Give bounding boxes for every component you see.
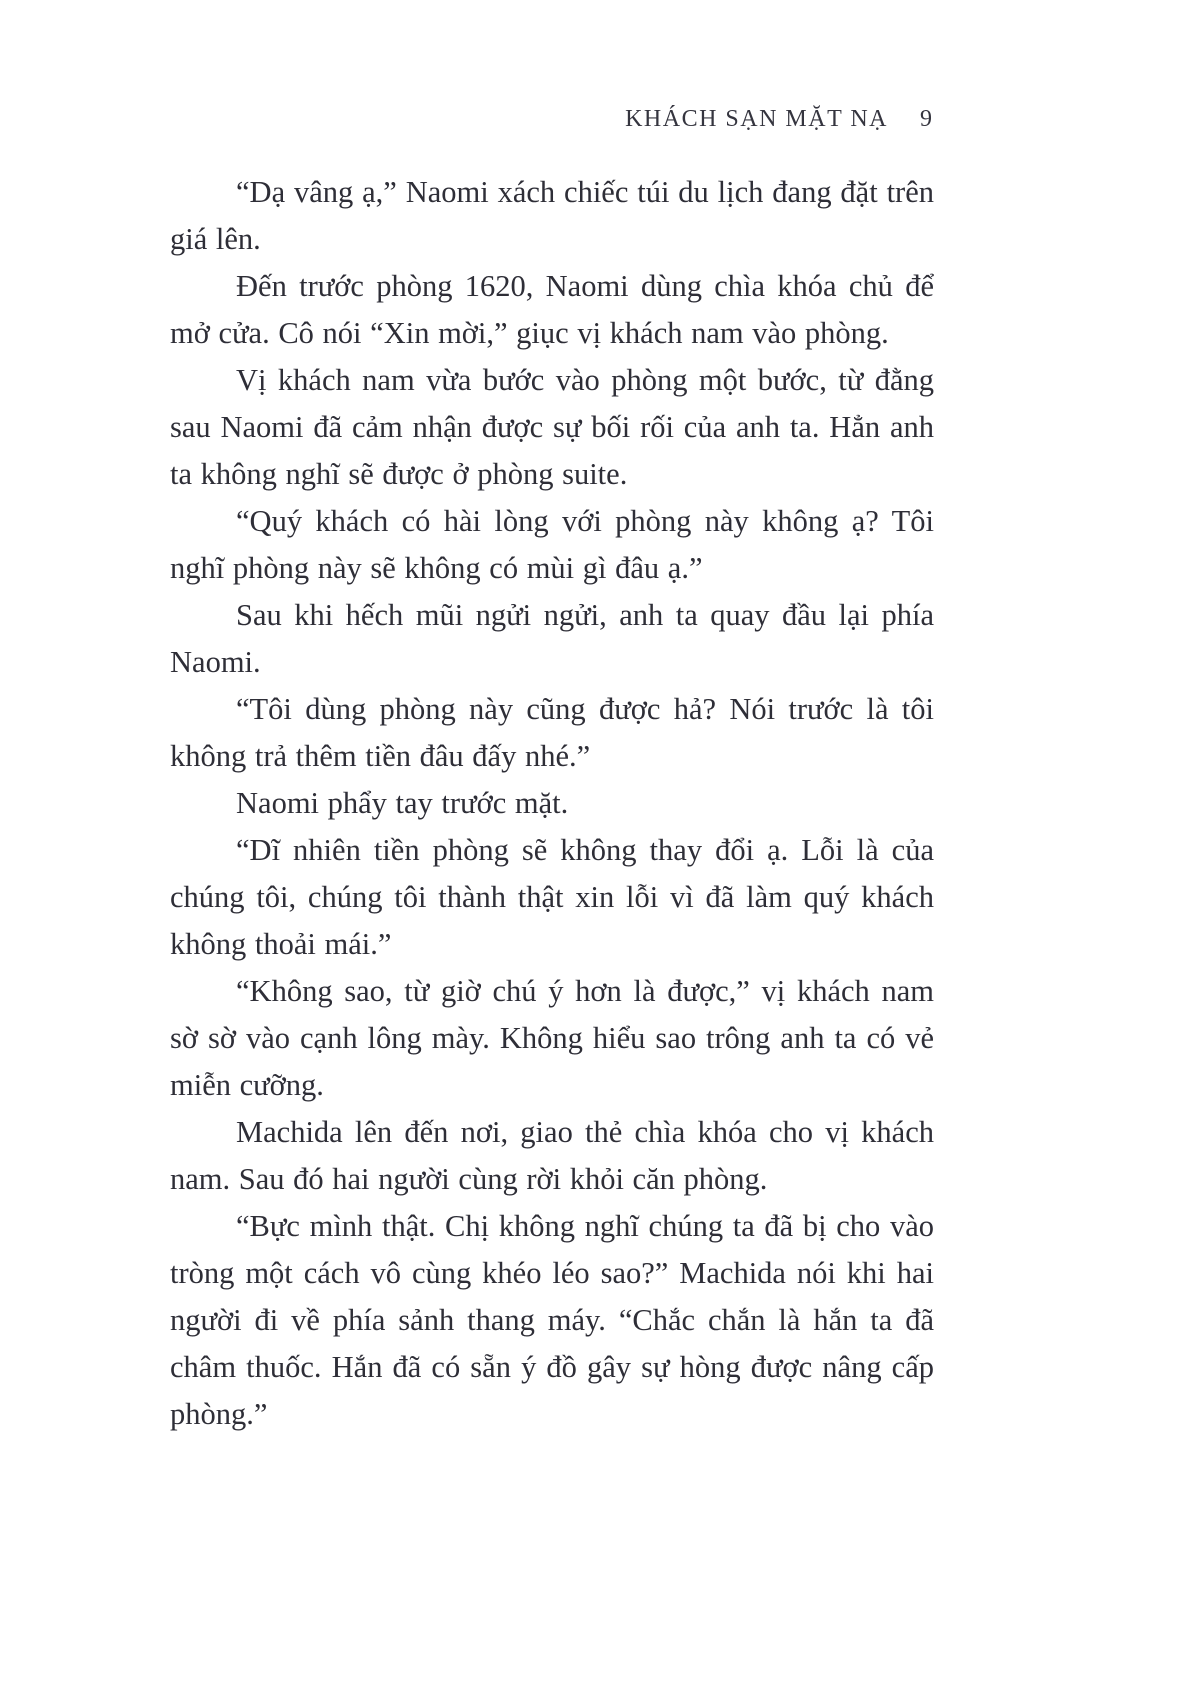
body-text — [170, 169, 934, 1438]
paragraph: “Dĩ nhiên tiền phòng sẽ không thay đổi ạ. Lỗi là của chúng tôi, chúng tôi thành thật xin lỗi vì đã làm quý khách không thoải mái.” — [170, 833, 934, 961]
page-content — [170, 106, 934, 1438]
page-number: 9 — [920, 106, 932, 132]
paragraph: “Tôi dùng phòng này cũng được hả? Nói trước là tôi không trả thêm tiền đâu đấy nhé.” — [170, 692, 934, 773]
header-title: KHÁCH SẠN MẶT NẠ — [625, 106, 888, 132]
paragraph: Machida lên đến nơi, giao thẻ chìa khóa cho vị khách nam. Sau đó hai người cùng rời khỏi căn phòng. — [170, 1115, 934, 1196]
paragraph: “Bực mình thật. Chị không nghĩ chúng ta đã bị cho vào tròng một cách vô cùng khéo léo sao?” Machida nói khi hai người đi về phía sảnh thang máy. “Chắc chắn là hắn ta đã châm thuốc. Hắn đã có sẵn ý đồ gây sự hòng được nâng cấp phòng.” — [170, 1209, 934, 1431]
paragraph: “Dạ vâng ạ,” Naomi xách chiếc túi du lịch đang đặt trên giá lên. — [170, 175, 934, 256]
paragraph: Vị khách nam vừa bước vào phòng một bước, từ đằng sau Naomi đã cảm nhận được sự bối rối của anh ta. Hẳn anh ta không nghĩ sẽ được ở phòng suite. — [170, 363, 934, 491]
paragraph: “Quý khách có hài lòng với phòng này không ạ? Tôi nghĩ phòng này sẽ không có mùi gì đâu ạ.” — [170, 504, 934, 585]
paragraph: Sau khi hếch mũi ngửi ngửi, anh ta quay đầu lại phía Naomi. — [170, 598, 934, 679]
paragraph: Đến trước phòng 1620, Naomi dùng chìa khóa chủ để mở cửa. Cô nói “Xin mời,” giục vị khách nam vào phòng. — [170, 269, 934, 350]
paragraph: “Không sao, từ giờ chú ý hơn là được,” vị khách nam sờ sờ vào cạnh lông mày. Không hiểu sao trông anh ta có vẻ miễn cưỡng. — [170, 974, 934, 1102]
running-header — [170, 106, 934, 133]
paragraph: Naomi phẩy tay trước mặt. — [236, 786, 569, 820]
